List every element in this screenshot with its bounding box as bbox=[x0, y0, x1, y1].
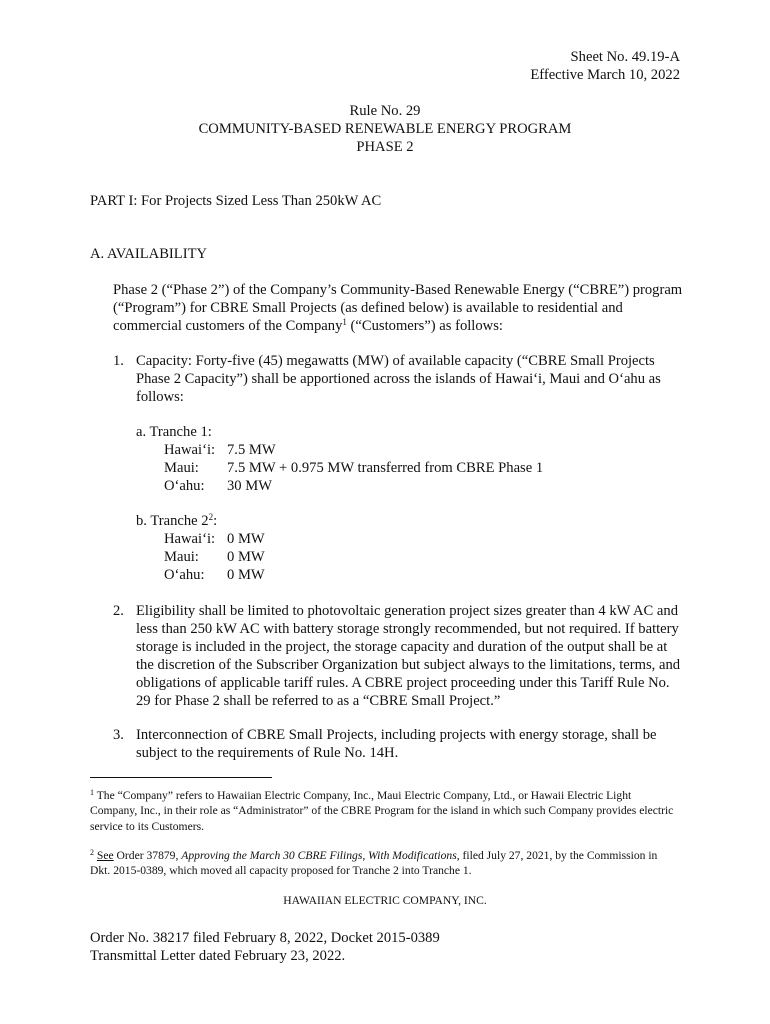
footnote-2-marker: 2 bbox=[90, 848, 94, 857]
footnote-1-marker: 1 bbox=[90, 788, 94, 797]
island-name: O‘ahu: bbox=[164, 567, 205, 583]
island-name: Maui: bbox=[164, 460, 199, 476]
island-name: Hawai‘i: bbox=[164, 531, 216, 547]
footnote-2-text: Order 37879, bbox=[113, 849, 182, 862]
capacity-value: 0 MW bbox=[227, 531, 265, 547]
footnote-ref-2: 2 bbox=[208, 512, 214, 522]
tranche-1-label: a. Tranche 1: bbox=[136, 424, 212, 440]
island-name: Hawai‘i: bbox=[164, 442, 216, 458]
part-heading: PART I: For Projects Sized Less Than 250kW AC bbox=[90, 193, 382, 209]
section-heading: A. AVAILABILITY bbox=[90, 246, 208, 262]
footnote-2 bbox=[90, 848, 680, 879]
eligibility-item-text: Eligibility shall be limited to photovoltaic generation project sizes greater than 4 kW AC and less than 250 kW AC with battery storage strongly recommended, but not required. If battery storage is included in the project, the storage capacity and duration of the output shall be at the discretion of the Subscriber Organization but subject always to the limitations, terms, and obligations of applicable tariff rules. A CBRE project proceeding under this Tariff Rule No. 29 for Phase 2 shall be referred to as a “CBRE Small Project.” bbox=[136, 603, 681, 709]
item-number: 3. bbox=[113, 727, 124, 743]
item-number: 1. bbox=[113, 353, 124, 369]
company-name: HAWAIIAN ELECTRIC COMPANY, INC. bbox=[283, 894, 487, 907]
capacity-value: 7.5 MW bbox=[227, 442, 276, 458]
effective-date: Effective March 10, 2022 bbox=[530, 67, 680, 83]
tranche-2-label: b. Tranche $2^2$: bbox=[136, 512, 218, 529]
sheet-number: Sheet No. 49.19-A bbox=[570, 49, 680, 65]
program-title: COMMUNITY-BASED RENEWABLE ENERGY PROGRAM bbox=[198, 121, 572, 137]
footnote-ref-1: 1 bbox=[342, 317, 347, 327]
transmittal-letter: Transmittal Letter dated February 23, 2022. bbox=[90, 948, 346, 964]
order-filing: Order No. 38217 filed February 8, 2022, Docket 2015-0389 bbox=[90, 930, 440, 946]
item-number: 2. bbox=[113, 603, 124, 619]
capacity-value: 0 MW bbox=[227, 549, 265, 565]
intro-text: Phase 2 (“Phase 2”) of the Company’s Community-Based Renewable Energy (“CBRE”) program (“Program”) for CBRE Small Projects (as defined below) is available to residential and commercial customers of the Company bbox=[113, 282, 683, 334]
availability-intro bbox=[113, 281, 683, 335]
capacity-value: 30 MW bbox=[227, 478, 272, 494]
capacity-value: 0 MW bbox=[227, 567, 265, 583]
tranche-2-text: b. Tranche 2 bbox=[136, 513, 209, 529]
island-name: O‘ahu: bbox=[164, 478, 205, 494]
rule-number: Rule No. 29 bbox=[349, 103, 421, 119]
island-name: Maui: bbox=[164, 549, 199, 565]
phase-title: PHASE 2 bbox=[356, 139, 414, 155]
intro-text-end: (“Customers”) as follows: bbox=[346, 318, 503, 334]
footnote-1 bbox=[90, 788, 680, 834]
capacity-value: 7.5 MW + 0.975 MW transferred from CBRE Phase 1 bbox=[227, 460, 544, 476]
footnote-2-text-end: , filed July 27, 2021, by the Commission in Dkt. 2015-0389, which moved all capacity proposed for Tranche 2 into Tranche 1. bbox=[90, 849, 658, 878]
footnote-2-see: See bbox=[96, 849, 114, 862]
footnote-separator bbox=[90, 777, 272, 778]
footnote-1-text: The “Company” refers to Hawaiian Electric Company, Inc., Maui Electric Company, Ltd., or Hawaii Electric Light Company, Inc., in their role as “Administrator” of the CBRE Program for the island in which such Company provides electric service to its Customers. bbox=[90, 789, 674, 833]
footnote-2-order-title: Approving the March 30 CBRE Filings, With Modifications bbox=[181, 849, 457, 862]
interconnection-item-text: Interconnection of CBRE Small Projects, including projects with energy storage, shall be subject to the requirements of Rule No. 14H. bbox=[136, 727, 657, 761]
capacity-item-text: Capacity: Forty-five (45) megawatts (MW) of available capacity (“CBRE Small Projects Phase 2 Capacity”) shall be apportioned across the islands of Hawai‘i, Maui and O‘ahu as follows: bbox=[136, 353, 661, 405]
